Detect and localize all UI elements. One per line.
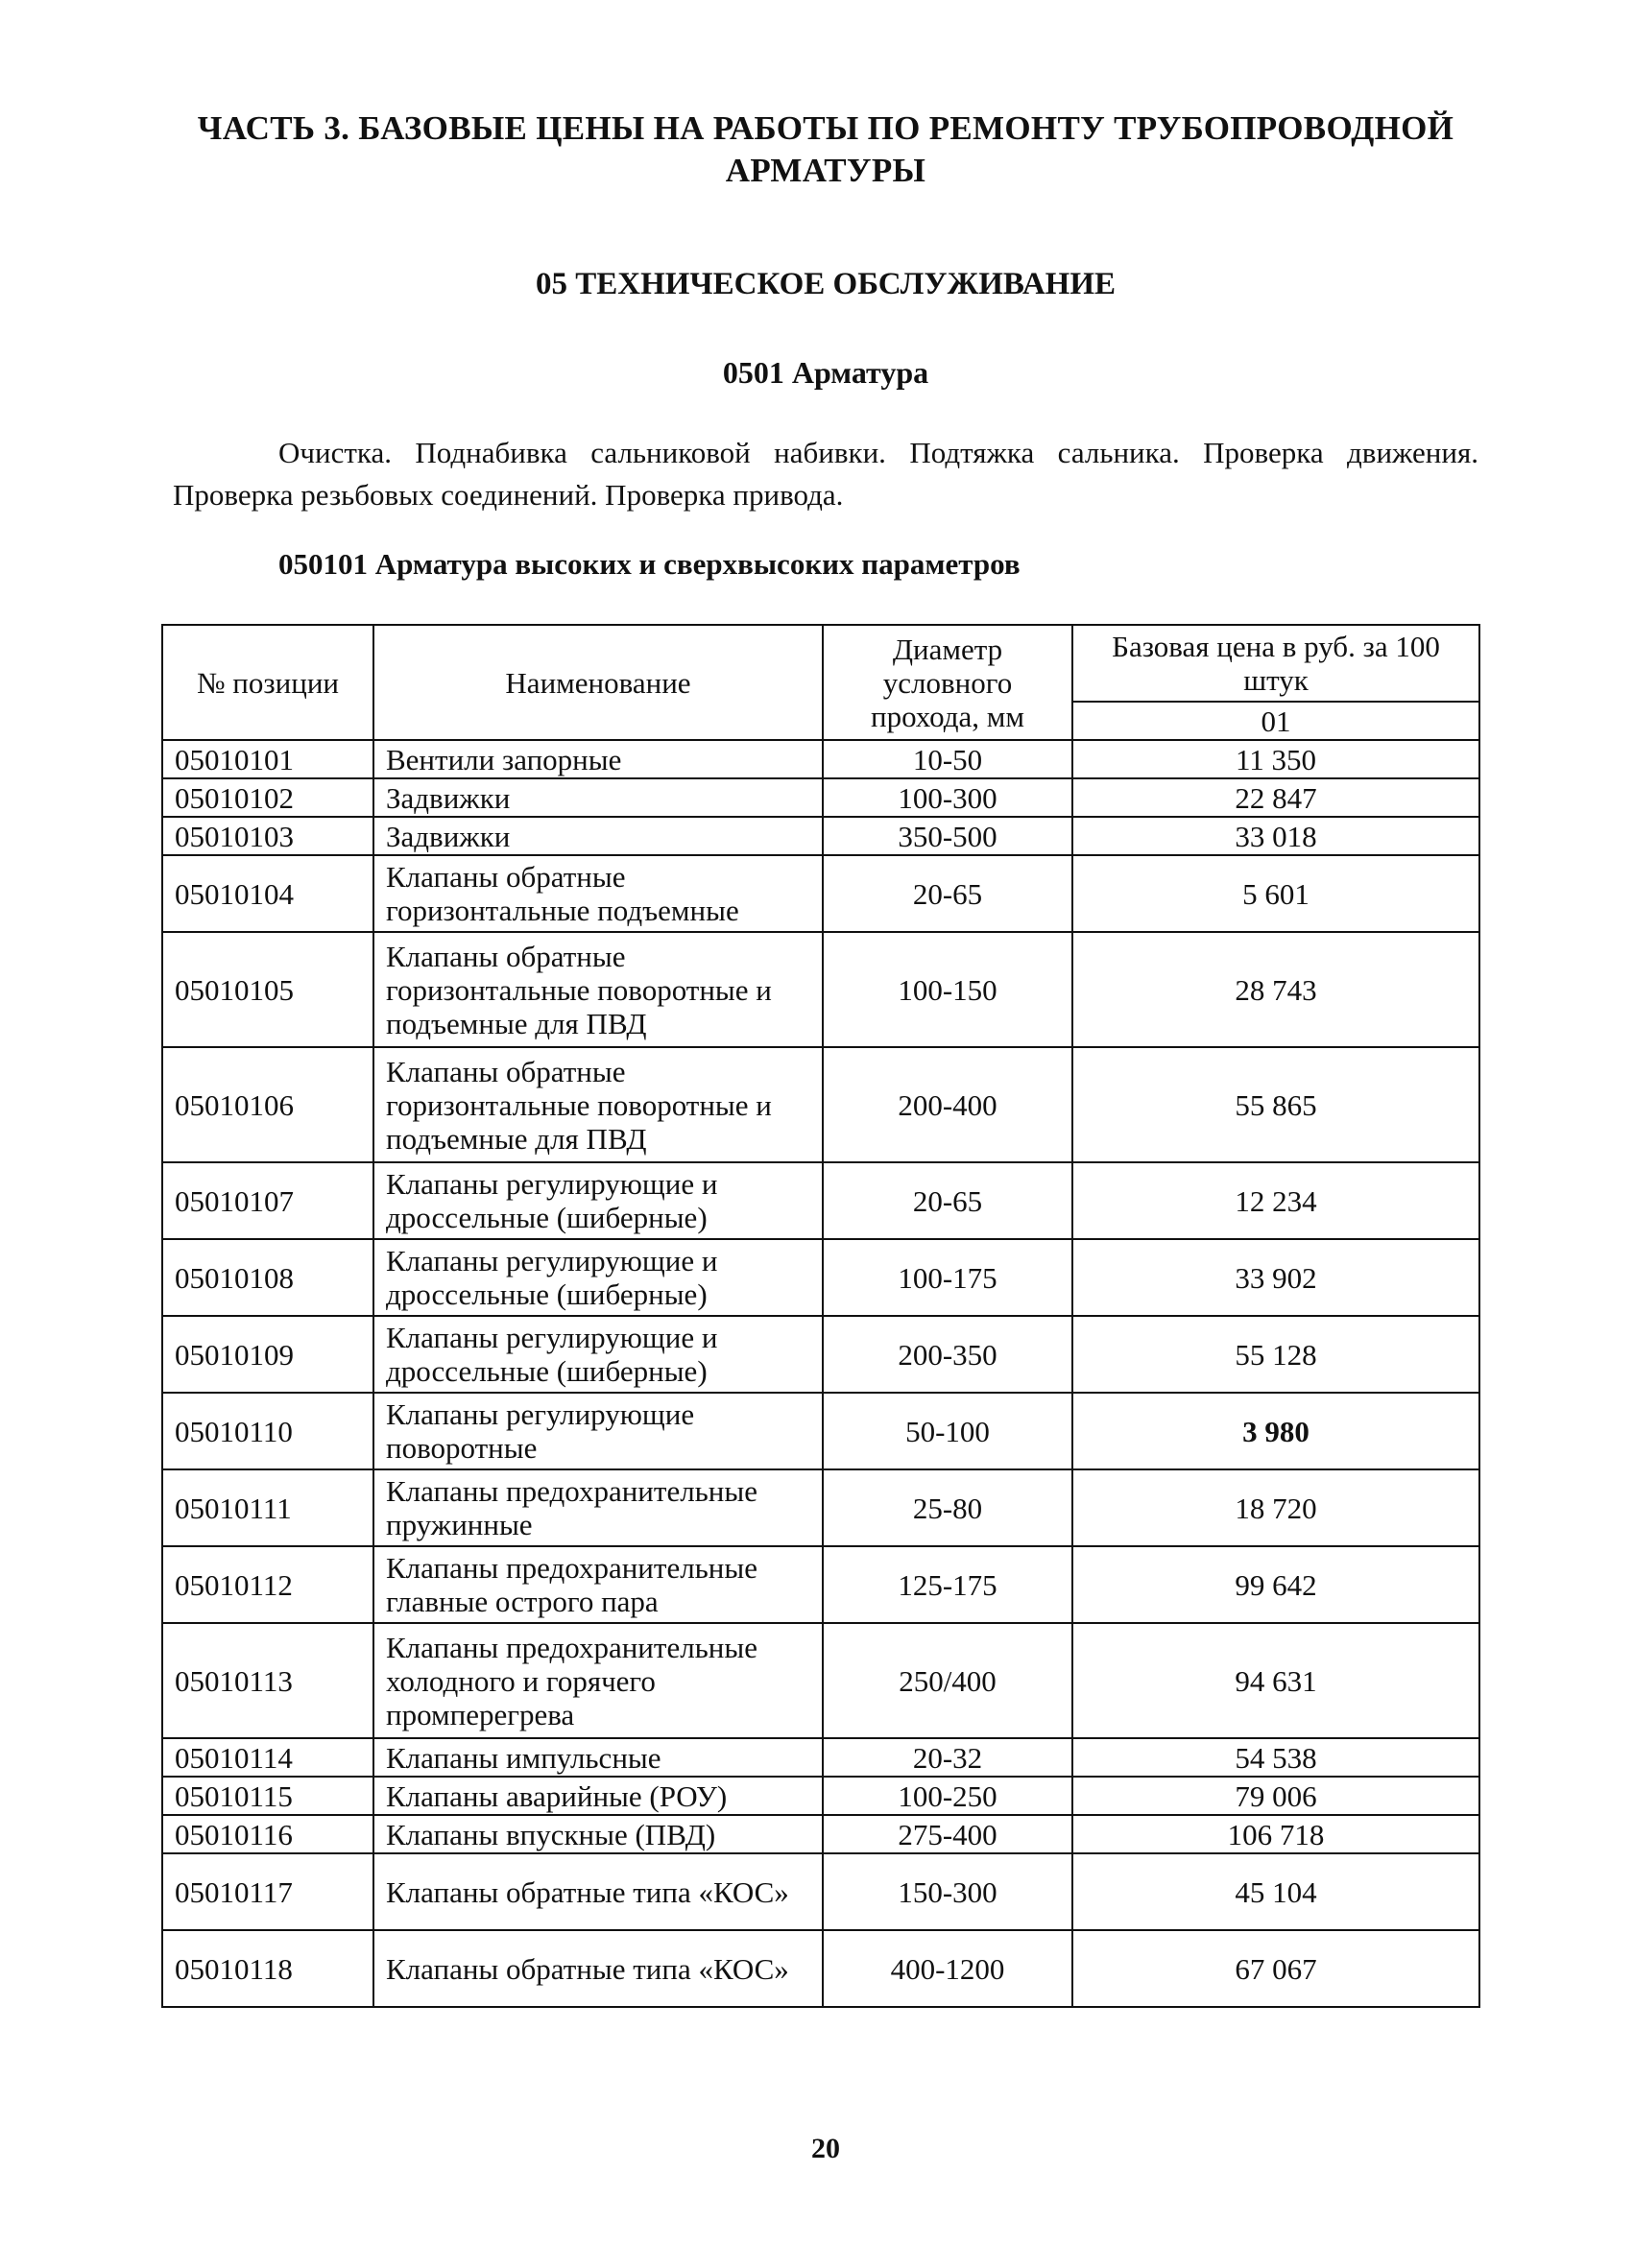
row-name: Клапаны предохранительные главные острого пара — [373, 1546, 823, 1623]
table-row — [162, 1239, 1479, 1316]
row-diameter: 100-175 — [823, 1239, 1072, 1316]
row-diameter: 125-175 — [823, 1546, 1072, 1623]
header-diameter: Диаметр условного прохода, мм — [823, 625, 1072, 740]
row-name: Клапаны импульсные — [373, 1738, 823, 1777]
section-heading: 05 ТЕХНИЧЕСКОЕ ОБСЛУЖИВАНИЕ — [535, 267, 1117, 301]
table-row — [162, 1393, 1479, 1469]
row-name: Вентили запорные — [373, 740, 823, 778]
row-price: 99 642 — [1072, 1546, 1479, 1623]
table-row — [162, 1930, 1479, 2007]
table-body — [162, 740, 1479, 2007]
row-diameter: 50-100 — [823, 1393, 1072, 1469]
table-row — [162, 817, 1479, 855]
row-name: Клапаны регулирующие и дроссельные (шиберные) — [373, 1316, 823, 1393]
row-code: 05010116 — [162, 1815, 373, 1853]
header-name: Наименование — [373, 625, 823, 740]
row-name: Клапаны аварийные (РОУ) — [373, 1777, 823, 1815]
row-code: 05010106 — [162, 1047, 373, 1162]
row-name: Клапаны обратные типа «КОС» — [373, 1930, 823, 2007]
row-name: Клапаны регулирующие поворотные — [373, 1393, 823, 1469]
row-diameter: 350-500 — [823, 817, 1072, 855]
row-price: 55 865 — [1072, 1047, 1479, 1162]
row-code: 05010109 — [162, 1316, 373, 1393]
table-row — [162, 1469, 1479, 1546]
row-diameter: 100-250 — [823, 1777, 1072, 1815]
row-code: 05010101 — [162, 740, 373, 778]
row-diameter: 20-65 — [823, 1162, 1072, 1239]
row-price: 22 847 — [1072, 778, 1479, 817]
table-row — [162, 1316, 1479, 1393]
row-code: 05010103 — [162, 817, 373, 855]
row-name: Клапаны предохранительные холодного и горячего промперегрева — [373, 1623, 823, 1738]
row-price: 33 902 — [1072, 1239, 1479, 1316]
row-price: 67 067 — [1072, 1930, 1479, 2007]
row-price: 11 350 — [1072, 740, 1479, 778]
table-row — [162, 932, 1479, 1047]
row-diameter: 20-65 — [823, 855, 1072, 932]
table-row — [162, 1546, 1479, 1623]
row-code: 05010111 — [162, 1469, 373, 1546]
table-heading: 050101 Арматура высоких и сверхвысоких параметров — [278, 547, 1021, 581]
page-number: 20 — [811, 2133, 840, 2164]
row-code: 05010112 — [162, 1546, 373, 1623]
row-code: 05010114 — [162, 1738, 373, 1777]
row-diameter: 275-400 — [823, 1815, 1072, 1853]
row-code: 05010113 — [162, 1623, 373, 1738]
row-code: 05010104 — [162, 855, 373, 932]
row-code: 05010105 — [162, 932, 373, 1047]
table-row — [162, 855, 1479, 932]
row-price: 3 980 — [1072, 1393, 1479, 1469]
price-table — [161, 624, 1480, 2008]
row-name: Задвижки — [373, 817, 823, 855]
row-price: 33 018 — [1072, 817, 1479, 855]
row-diameter: 10-50 — [823, 740, 1072, 778]
row-code: 05010115 — [162, 1777, 373, 1815]
row-diameter: 200-350 — [823, 1316, 1072, 1393]
table-row — [162, 1738, 1479, 1777]
row-name: Клапаны обратные горизонтальные подъемные — [373, 855, 823, 932]
row-name: Клапаны обратные горизонтальные поворотные и подъемные для ПВД — [373, 932, 823, 1047]
row-name: Клапаны регулирующие и дроссельные (шиберные) — [373, 1239, 823, 1316]
table-row — [162, 1623, 1479, 1738]
row-diameter: 250/400 — [823, 1623, 1072, 1738]
row-price: 54 538 — [1072, 1738, 1479, 1777]
page-title: ЧАСТЬ 3. БАЗОВЫЕ ЦЕНЫ НА РАБОТЫ ПО РЕМОНТУ ТРУБОПРОВОДНОЙ АРМАТУРЫ — [197, 109, 1454, 189]
header-price-sub: 01 — [1072, 702, 1479, 740]
row-diameter: 100-300 — [823, 778, 1072, 817]
table-row — [162, 1777, 1479, 1815]
row-price: 106 718 — [1072, 1815, 1479, 1853]
subsection-heading: 0501 Арматура — [722, 355, 929, 390]
row-name: Клапаны предохранительные пружинные — [373, 1469, 823, 1546]
row-code: 05010110 — [162, 1393, 373, 1469]
header-price: Базовая цена в руб. за 100 штук — [1072, 625, 1479, 702]
table-row — [162, 1162, 1479, 1239]
description-paragraph: Очистка. Поднабивка сальниковой набивки. Подтяжка сальника. Проверка движения. Проверка резьбовых соединений. Проверка привода. — [173, 436, 1478, 512]
row-code: 05010108 — [162, 1239, 373, 1316]
row-name: Клапаны обратные типа «КОС» — [373, 1853, 823, 1930]
row-diameter: 25-80 — [823, 1469, 1072, 1546]
row-price: 94 631 — [1072, 1623, 1479, 1738]
row-diameter: 100-150 — [823, 932, 1072, 1047]
table-row — [162, 740, 1479, 778]
row-name: Задвижки — [373, 778, 823, 817]
row-code: 05010102 — [162, 778, 373, 817]
row-diameter: 150-300 — [823, 1853, 1072, 1930]
table-row — [162, 1853, 1479, 1930]
row-diameter: 400-1200 — [823, 1930, 1072, 2007]
row-price: 18 720 — [1072, 1469, 1479, 1546]
row-diameter: 20-32 — [823, 1738, 1072, 1777]
row-price: 45 104 — [1072, 1853, 1479, 1930]
row-name: Клапаны обратные горизонтальные поворотные и подъемные для ПВД — [373, 1047, 823, 1162]
row-diameter: 200-400 — [823, 1047, 1072, 1162]
row-price: 79 006 — [1072, 1777, 1479, 1815]
row-price: 12 234 — [1072, 1162, 1479, 1239]
row-code: 05010118 — [162, 1930, 373, 2007]
table-row — [162, 778, 1479, 817]
row-price: 55 128 — [1072, 1316, 1479, 1393]
row-code: 05010107 — [162, 1162, 373, 1239]
row-name: Клапаны впускные (ПВД) — [373, 1815, 823, 1853]
table-row — [162, 1815, 1479, 1853]
table-row — [162, 1047, 1479, 1162]
header-position: № позиции — [162, 625, 373, 740]
row-price: 5 601 — [1072, 855, 1479, 932]
row-name: Клапаны регулирующие и дроссельные (шиберные) — [373, 1162, 823, 1239]
row-price: 28 743 — [1072, 932, 1479, 1047]
row-code: 05010117 — [162, 1853, 373, 1930]
